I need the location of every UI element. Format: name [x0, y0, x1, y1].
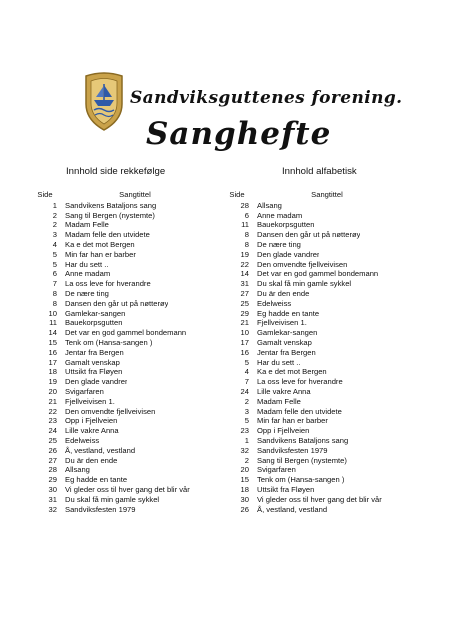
table-row: [30, 240, 220, 250]
page-number: 15: [48, 337, 57, 347]
song-title: Vi gleder oss til hver gang det blir vår: [257, 494, 382, 504]
song-title: Madam felle den utvidete: [65, 230, 150, 240]
page-number: 24: [48, 426, 57, 436]
page-number: 11: [241, 220, 249, 230]
song-title: Fjellveivisen 1.: [257, 318, 307, 328]
song-title: Allsang: [65, 465, 90, 475]
table-row: [222, 367, 422, 377]
page-number: 3: [244, 406, 249, 416]
table-row: [222, 485, 422, 495]
song-title: Dansen den går ut på nøtterøy: [65, 298, 169, 308]
page-number: 19: [240, 249, 249, 259]
page-number: 8: [244, 239, 249, 249]
song-title: Du är den ende: [257, 288, 310, 298]
song-title: Det var en god gammel bondemann: [257, 269, 379, 279]
songbook-title: Sanghefte: [146, 116, 332, 152]
table-header: [30, 190, 220, 200]
table-row: [222, 269, 422, 279]
table-row: [222, 230, 422, 240]
page-number: 17: [48, 357, 57, 367]
page-number: 14: [240, 269, 249, 279]
song-title: Ka e det mot Bergen: [65, 239, 135, 249]
song-title: Tenk om (Hansa-sangen ): [65, 337, 153, 347]
page-number: 31: [240, 279, 249, 289]
page-number: 32: [48, 504, 57, 514]
table-row: [222, 387, 422, 397]
table-row: [30, 436, 220, 446]
page-number: 8: [244, 230, 249, 240]
table-row: [222, 328, 422, 338]
song-title: Svigarfaren: [65, 386, 104, 396]
page-number: 26: [48, 445, 57, 455]
table-row: [30, 260, 220, 270]
title-column-header: Sangtittel: [311, 190, 343, 199]
table-row: [222, 377, 422, 387]
page-number: 8: [52, 298, 57, 308]
table-row: [30, 230, 220, 240]
page-number: 2: [52, 210, 57, 220]
table-row: [222, 358, 422, 368]
organization-title: Sandviksguttenes forening.: [130, 88, 403, 108]
table-row: [222, 475, 422, 485]
page-number: 15: [240, 475, 249, 485]
song-title: Allsang: [257, 200, 282, 210]
song-title: La oss leve for hverandre: [257, 377, 343, 387]
song-title: Anne madam: [65, 269, 111, 279]
table-row: [30, 269, 220, 279]
song-title: Opp i Fjellveien: [257, 426, 310, 436]
page-number: 5: [244, 416, 249, 426]
song-title: Du skal få min gamle sykkel: [65, 494, 160, 504]
table-row: [30, 358, 220, 368]
side-column-header: Side: [229, 190, 245, 199]
table-row: [30, 485, 220, 495]
song-title: Edelweiss: [257, 298, 292, 308]
table-row: [30, 201, 220, 211]
song-title: Lille vakre Anna: [65, 426, 119, 436]
song-title: Madam Felle: [257, 396, 301, 406]
song-title: Dansen den går ut på nøtterøy: [257, 230, 361, 240]
song-title: Lille vakre Anna: [257, 386, 311, 396]
song-title: Sandvikens Bataljons sang: [257, 435, 349, 445]
page-number: 30: [240, 494, 249, 504]
song-title: Edelweiss: [65, 435, 100, 445]
table-row: [30, 495, 220, 505]
table-row: [30, 328, 220, 338]
table-row: [222, 456, 422, 466]
page-number: 22: [240, 259, 249, 269]
table-row: [30, 475, 220, 485]
table-row: [30, 299, 220, 309]
page-number: 28: [240, 200, 249, 210]
page-number: 16: [48, 347, 57, 357]
table-row: [222, 309, 422, 319]
song-title: Madam Felle: [65, 220, 109, 230]
page-number: 1: [244, 435, 249, 445]
song-title: Sandviksfesten 1979: [257, 445, 328, 455]
page-number: 22: [48, 406, 57, 416]
table-row: [222, 446, 422, 456]
page-number: 27: [48, 455, 57, 465]
song-title: Den omvendte fjellveivisen: [65, 406, 156, 416]
song-title: Du är den ende: [65, 455, 118, 465]
page-number: 20: [240, 465, 249, 475]
contents-alphabetical-table: [222, 190, 422, 514]
table-row: [30, 338, 220, 348]
table-row: [30, 279, 220, 289]
table-row: [222, 426, 422, 436]
page-number: 16: [240, 347, 249, 357]
page-number: 32: [240, 445, 249, 455]
page-number: 2: [52, 220, 57, 230]
song-title: Jentar fra Bergen: [65, 347, 124, 357]
song-title: Min far han er barber: [257, 416, 328, 426]
page-number: 7: [244, 377, 249, 387]
song-title: Uttsikt fra Fløyen: [65, 367, 123, 377]
song-title: Svigarfaren: [257, 465, 296, 475]
table-row: [222, 260, 422, 270]
table-row: [222, 338, 422, 348]
song-title: Vi gleder oss til hver gang det blir vår: [65, 484, 190, 494]
page-number: 14: [48, 328, 57, 338]
table-row: [30, 387, 220, 397]
side-column-header: Side: [37, 190, 53, 199]
page-number: 21: [48, 396, 57, 406]
table-row: [222, 240, 422, 250]
table-row: [222, 407, 422, 417]
song-title: Ka e det mot Bergen: [257, 367, 327, 377]
table-row: [30, 367, 220, 377]
left-column-heading: Innhold side rekkefølge: [66, 166, 166, 177]
song-title: Eg hadde en tante: [65, 475, 128, 485]
table-row: [222, 318, 422, 328]
song-title: Å, vestland, vestland: [65, 445, 136, 455]
page-number: 5: [52, 259, 57, 269]
page-number: 26: [240, 504, 249, 514]
table-row: [30, 456, 220, 466]
table-row: [222, 299, 422, 309]
song-title: Jentar fra Bergen: [257, 347, 316, 357]
page-number: 7: [52, 279, 57, 289]
page-number: 3: [52, 230, 57, 240]
song-title: Gamlekar-sangen: [257, 328, 318, 338]
song-title: Sang til Bergen (nystemte): [65, 210, 155, 220]
song-title: Den glade vandrer: [257, 249, 320, 259]
song-title: Den omvendte fjellveivisen: [257, 259, 348, 269]
page-number: 28: [48, 465, 57, 475]
song-title: Sandvikens Bataljons sang: [65, 200, 157, 210]
table-row: [222, 436, 422, 446]
table-row: [222, 201, 422, 211]
page-number: 30: [48, 484, 57, 494]
table-row: [222, 416, 422, 426]
table-row: [30, 211, 220, 221]
song-title: Gamalt venskap: [65, 357, 120, 367]
page-number: 18: [240, 484, 249, 494]
table-row: [30, 446, 220, 456]
table-row: [30, 426, 220, 436]
song-title: Har du sett ..: [257, 357, 301, 367]
table-row: [30, 465, 220, 475]
song-title: Anne madam: [257, 210, 303, 220]
page-number: 19: [48, 377, 57, 387]
page-number: 8: [52, 288, 57, 298]
page-number: 25: [240, 298, 249, 308]
table-row: [30, 397, 220, 407]
table-row: [222, 220, 422, 230]
table-row: [222, 348, 422, 358]
page-number: 6: [244, 210, 249, 220]
song-title: Min far han er barber: [65, 249, 136, 259]
song-title: Den glade vandrer: [65, 377, 128, 387]
page-number: 27: [240, 288, 249, 298]
table-row: [30, 220, 220, 230]
page-number: 10: [240, 328, 249, 338]
song-title: Gamalt venskap: [257, 337, 312, 347]
right-column-heading: Innhold alfabetisk: [282, 166, 357, 177]
song-title: Sang til Bergen (nystemte): [257, 455, 347, 465]
table-row: [30, 377, 220, 387]
title-column-header: Sangtittel: [119, 190, 151, 199]
page-number: 1: [52, 200, 57, 210]
song-title: Å, vestland, vestland: [257, 504, 328, 514]
page-number: 4: [52, 239, 57, 249]
song-title: Bauekorpsgutten: [257, 220, 315, 230]
song-title: De nære ting: [257, 239, 301, 249]
page-number: 5: [244, 357, 249, 367]
table-row: [222, 211, 422, 221]
page-number: 29: [48, 475, 57, 485]
page-number: 29: [240, 308, 249, 318]
table-row: [30, 416, 220, 426]
song-title: De nære ting: [65, 288, 109, 298]
song-title: La oss leve for hverandre: [65, 279, 151, 289]
page-number: 2: [244, 455, 249, 465]
page-number: 11: [49, 318, 57, 328]
page-number: 31: [48, 494, 57, 504]
page-number: 23: [240, 426, 249, 436]
table-row: [222, 495, 422, 505]
page-number: 2: [244, 396, 249, 406]
table-row: [30, 505, 220, 515]
table-row: [30, 348, 220, 358]
table-header: [222, 190, 422, 200]
table-row: [30, 289, 220, 299]
page-number: 5: [52, 249, 57, 259]
table-row: [222, 279, 422, 289]
page-number: 18: [48, 367, 57, 377]
song-title: Opp i Fjellveien: [65, 416, 118, 426]
song-title: Det var en god gammel bondemann: [65, 328, 187, 338]
table-row: [222, 465, 422, 475]
table-row: [222, 505, 422, 515]
song-title: Sandviksfesten 1979: [65, 504, 136, 514]
page-number: 10: [48, 308, 57, 318]
table-row: [222, 250, 422, 260]
page-number: 24: [240, 386, 249, 396]
contents-by-page-table: [30, 190, 220, 514]
table-row: [222, 289, 422, 299]
table-row: [30, 250, 220, 260]
table-row: [222, 397, 422, 407]
table-row: [30, 407, 220, 417]
song-title: Uttsikt fra Fløyen: [257, 484, 315, 494]
header: [74, 66, 403, 158]
song-title: Eg hadde en tante: [257, 308, 320, 318]
page-number: 4: [244, 367, 249, 377]
page-number: 20: [48, 386, 57, 396]
page-number: 6: [52, 269, 57, 279]
ship-crest-icon: [80, 70, 128, 134]
song-title: Bauekorpsgutten: [65, 318, 123, 328]
song-title: Har du sett ..: [65, 259, 109, 269]
song-title: Du skal få min gamle sykkel: [257, 279, 352, 289]
table-row: [30, 309, 220, 319]
page-number: 21: [240, 318, 249, 328]
page-number: 17: [240, 337, 249, 347]
table-row: [30, 318, 220, 328]
page-number: 23: [48, 416, 57, 426]
page-number: 25: [48, 435, 57, 445]
song-title: Fjellveivisen 1.: [65, 396, 115, 406]
song-title: Madam felle den utvidete: [257, 406, 342, 416]
song-title: Tenk om (Hansa-sangen ): [257, 475, 345, 485]
song-title: Gamlekar-sangen: [65, 308, 126, 318]
